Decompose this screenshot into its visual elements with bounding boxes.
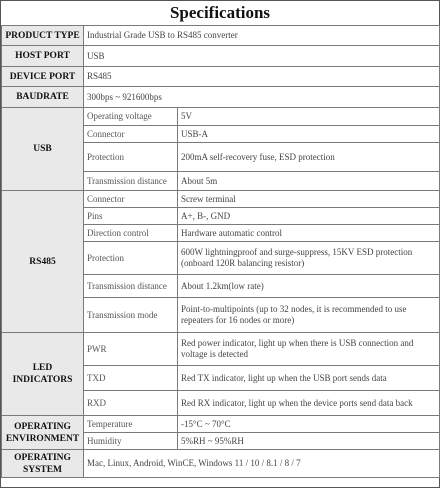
spec-key: Transmission mode (84, 298, 178, 333)
section-label-usb: USB (2, 108, 84, 191)
table-row (2, 108, 440, 126)
row-value-os: Mac, Linux, Android, WinCE, Windows 11 / 10 / 8.1 / 8 / 7 (84, 450, 440, 478)
spec-key: Operating voltage (84, 108, 178, 126)
spec-value: 200mA self-recovery fuse, ESD protection (178, 143, 440, 172)
spec-value: Red power indicator, light up when there is USB connection and voltage is detected (178, 333, 440, 366)
spec-key: Protection (84, 143, 178, 172)
table-row (2, 450, 440, 478)
spec-key: Connector (84, 126, 178, 143)
spec-key: Transmission distance (84, 275, 178, 298)
spec-value: Screw terminal (178, 191, 440, 208)
spec-key: Direction control (84, 225, 178, 242)
spec-key: Pins (84, 208, 178, 225)
spec-value: -15°C ~ 70°C (178, 416, 440, 433)
spec-value: 600W lightningproof and surge-suppress, 15KV ESD protection (onboard 120R balancing resistor) (178, 242, 440, 275)
table-row (2, 67, 440, 87)
row-value-host-port: USB (84, 46, 440, 67)
spec-title: Specifications (169, 3, 271, 22)
spec-key: RXD (84, 391, 178, 416)
spec-value: About 5m (178, 172, 440, 191)
row-label-host-port: HOST PORT (2, 46, 84, 67)
row-label-os: OPERATING SYSTEM (2, 450, 84, 478)
row-value-baudrate: 300bps ~ 921600bps (84, 87, 440, 108)
table-row (2, 191, 440, 208)
section-label-environment: OPERATING ENVIRONMENT (2, 416, 84, 450)
spec-table (1, 25, 440, 478)
section-label-led: LED INDICATORS (2, 333, 84, 416)
table-row (2, 46, 440, 67)
spec-key: Protection (84, 242, 178, 275)
row-label-baudrate: BAUDRATE (2, 87, 84, 108)
spec-value: Red RX indicator, light up when the device ports send data back (178, 391, 440, 416)
table-row (2, 26, 440, 46)
spec-value: USB-A (178, 126, 440, 143)
section-label-rs485: RS485 (2, 191, 84, 333)
row-label-device-port: DEVICE PORT (2, 67, 84, 87)
spec-value: 5%RH ~ 95%RH (178, 433, 440, 450)
spec-key: TXD (84, 366, 178, 391)
spec-value: 5V (178, 108, 440, 126)
row-value-device-port: RS485 (84, 67, 440, 87)
spec-value: Point-to-multipoints (up to 32 nodes, it is recommended to use repeaters for 16 nodes or more) (178, 298, 440, 333)
spec-key: Humidity (84, 433, 178, 450)
table-row (2, 416, 440, 433)
spec-key: PWR (84, 333, 178, 366)
table-row (2, 333, 440, 366)
spec-value: Hardware automatic control (178, 225, 440, 242)
spec-key: Temperature (84, 416, 178, 433)
spec-key: Transmission distance (84, 172, 178, 191)
table-row (2, 87, 440, 108)
spec-value: A+, B-, GND (178, 208, 440, 225)
spec-value: Red TX indicator, light up when the USB port sends data (178, 366, 440, 391)
row-label-product-type: PRODUCT TYPE (2, 26, 84, 46)
spec-key: Connector (84, 191, 178, 208)
row-value-product-type: Industrial Grade USB to RS485 converter (84, 26, 440, 46)
spec-value: About 1.2km(low rate) (178, 275, 440, 298)
